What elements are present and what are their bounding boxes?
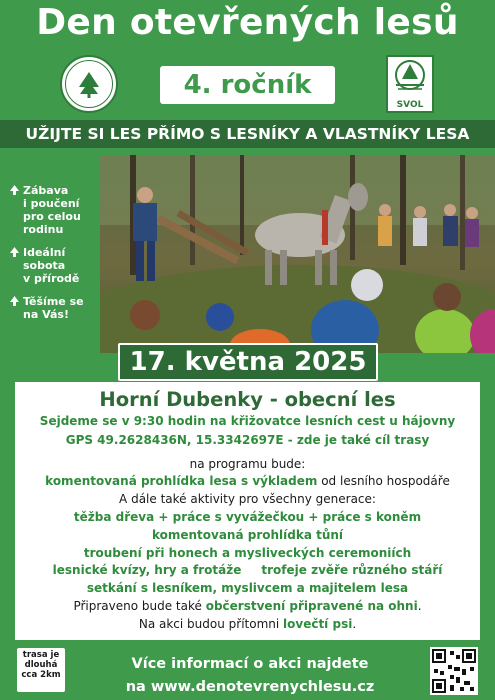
trail-length-badge: [17, 648, 65, 692]
program-text: Na akci budou přítomni: [138, 617, 284, 631]
trail-text: trasa je: [22, 650, 60, 660]
side-text: pro celou: [23, 210, 81, 223]
side-item-welcome: [10, 295, 100, 321]
forest-logo-icon: [60, 55, 118, 113]
program-line-9: [15, 617, 480, 631]
website-link[interactable]: na www.denotevrenychlesu.cz: [125, 679, 375, 695]
trail-text: cca 2km: [21, 670, 61, 680]
tree-icon: [74, 69, 104, 99]
qr-code[interactable]: [430, 647, 478, 695]
qr-pattern: [430, 647, 478, 695]
side-text: Zábava: [23, 184, 69, 197]
side-highlights: [10, 184, 100, 331]
program-text: .: [417, 599, 422, 613]
tree-bullet-icon: [10, 247, 19, 257]
logo-ring: [65, 60, 113, 108]
program-text: Připraveno bude také: [73, 599, 206, 613]
svol-label: SVOL: [396, 100, 424, 110]
program-line-7: setkání s lesníkem, myslivcem a majitelem lesa: [86, 581, 409, 595]
side-text: na Vás!: [23, 308, 69, 321]
program-activity: trofeje zvěře různého stáří: [261, 563, 443, 577]
event-place: Horní Dubenky - obecní les: [99, 388, 396, 411]
program-highlight: komentovaná prohlídka lesa s výkladem: [45, 474, 318, 488]
poster-title: Den otevřených lesů: [36, 2, 459, 43]
meeting-info: Sejdeme se v 9:30 hodin na křižovatce lesních cest u hájovny: [39, 414, 456, 428]
svol-emblem-icon: [388, 57, 432, 99]
more-info-text: Více informací o akci najdete: [131, 656, 369, 672]
program-line-4: komentovaná prohlídka tůní: [151, 528, 344, 542]
program-line-1: [15, 474, 480, 488]
program-line-5: troubení při honech a mysliveckých ceremoniích: [83, 546, 412, 560]
side-item-fun: [10, 184, 100, 236]
svol-logo-icon: [386, 55, 434, 113]
side-text: v přírodě: [23, 272, 80, 285]
forest-photo: [100, 155, 495, 353]
program-intro: na programu bude:: [189, 457, 306, 471]
program-text: od lesního hospodáře: [317, 474, 450, 488]
program-line-8: [15, 599, 480, 613]
side-item-saturday: [10, 246, 100, 285]
side-text: Těšíme se: [23, 295, 84, 308]
program-text: .: [352, 617, 357, 631]
program-activity: lesnické kvízy, hry a frotáže: [52, 563, 242, 577]
program-line-3: těžba dřeva + práce s vyvážečkou + práce s koněm: [73, 510, 422, 524]
side-text: rodinu: [23, 223, 64, 236]
program-highlight: občerstvení připravené na ohni: [205, 599, 418, 613]
gps-info: GPS 49.2628436N, 15.3342697E - zde je také cíl trasy: [65, 433, 430, 447]
side-text: sobota: [23, 259, 66, 272]
side-text: i poučení: [23, 197, 80, 210]
trail-text: dlouhá: [24, 660, 58, 670]
program-line-6: [15, 563, 480, 577]
tree-bullet-icon: [10, 185, 19, 195]
subtitle: UŽIJTE SI LES PŘÍMO S LESNÍKY A VLASTNÍKY LESA: [25, 125, 470, 143]
event-date: 17. května 2025: [118, 343, 378, 381]
edition-badge: 4. ročník: [160, 66, 335, 104]
tree-bullet-icon: [10, 296, 19, 306]
program-highlight: lovečtí psi: [283, 617, 353, 631]
program-line-2: A dále také aktivity pro všechny generace:: [119, 492, 376, 506]
side-text: Ideální: [23, 246, 66, 259]
forest-scene: [100, 155, 495, 353]
